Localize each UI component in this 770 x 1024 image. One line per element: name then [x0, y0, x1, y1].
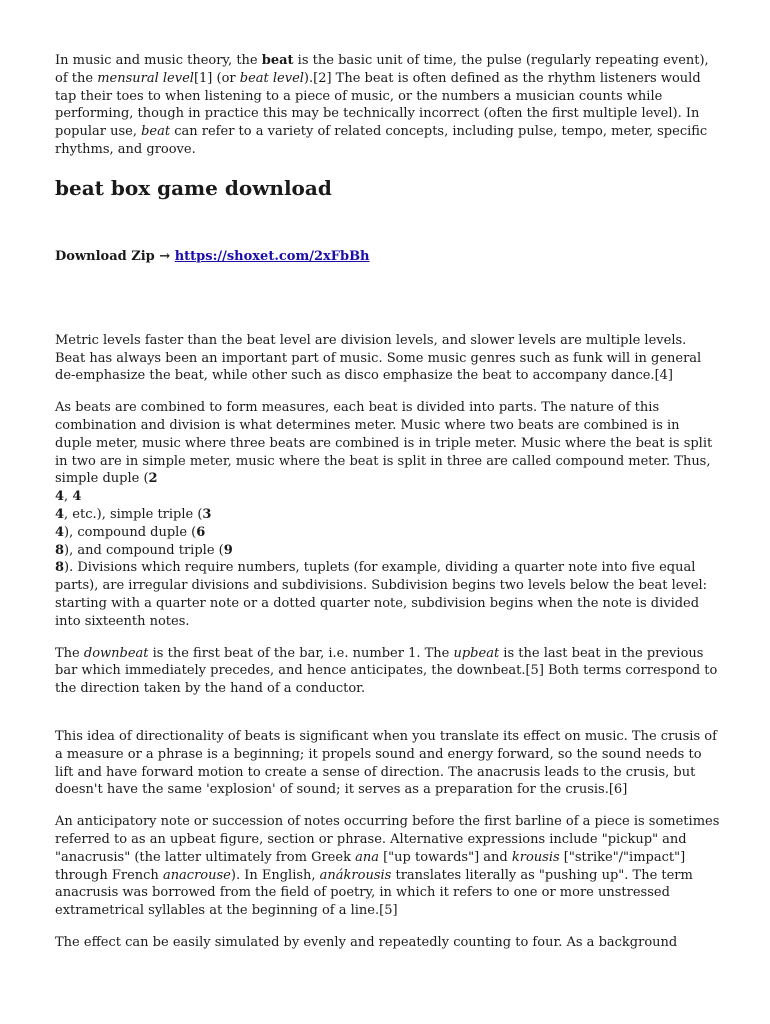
time-signature-number: 4: [55, 524, 65, 540]
text-run: is the last beat in the previous bar which immediately precedes, and hence anticipates, the downbeat.[5] Both terms correspond to the direction taken by the hand of a conductor.: [55, 645, 718, 697]
text-run: The: [55, 645, 84, 661]
italic-term: mensural level: [97, 70, 194, 86]
intro-paragraph: [55, 52, 720, 159]
time-signature-number: 4: [55, 489, 65, 505]
text-run: As beats are combined to form measures, each beat is divided into parts. The nature of this combination and division is what determines meter. Music where two beats are combined is in duple meter, music where three beats are combined is in triple meter. Music where the beat is split in two are in simple meter, music where the beat is split in three are called compound meter. Thus, simple duple (: [55, 400, 713, 487]
downbeat-paragraph: [55, 645, 720, 698]
time-signature-number: 4: [55, 506, 65, 522]
italic-term: krousis: [511, 849, 560, 865]
text-run: An anticipatory note or succession of notes occurring before the first barline of a piece is sometimes referred to as an upbeat figure, section or phrase. Alternative expressions include "pickup" and "anacrusis" (the latter ultimately from Greek: [55, 814, 720, 865]
italic-term: beat level: [239, 70, 304, 86]
effect-paragraph: The effect can be easily simulated by evenly and repeatedly counting to four. As a background: [55, 934, 678, 950]
bold-term: beat: [261, 53, 294, 68]
document-page: [55, 52, 720, 952]
text-run: [1] (or: [193, 70, 240, 86]
text-run: ). Divisions which require numbers, tuplets (for example, dividing a quarter note into five equal parts), are irregular divisions and subdivisions. Subdivision begins two levels below the beat level: starting with a quarter note or a dotted quarter note, subdivision begins when the note is divided into sixteenth notes.: [55, 560, 708, 629]
text-run: , etc.), simple triple (: [64, 506, 203, 522]
text-run: ). In English,: [230, 867, 320, 883]
page-title: beat box game download: [55, 175, 332, 200]
directionality-paragraph: This idea of directionality of beats is significant when you translate its effect on music. The crusis of a measure or a phrase is a beginning; it propels sound and energy forward, so the sound needs to lift and have forward motion to create a sense of direction. The anacrusis leads to the crusis, but doesn't have the same 'explosion' of sound; it serves as a preparation for the crusis.[6]: [55, 728, 717, 798]
text-run: ,: [64, 489, 73, 505]
download-label: Download Zip →: [55, 248, 175, 264]
italic-term: beat: [141, 124, 171, 140]
time-signature-number: 6: [196, 524, 206, 540]
text-run: ), compound duple (: [64, 524, 197, 540]
italic-term: anacrouse: [162, 867, 231, 883]
download-link[interactable]: https://shoxet.com/2xFbBh: [174, 248, 370, 264]
time-signature-number: 8: [55, 560, 65, 576]
time-signature-number: 2: [148, 471, 158, 487]
text-run: ), and compound triple (: [64, 542, 224, 558]
text-run: is the first beat of the bar, i.e. number 1. The: [148, 645, 454, 661]
time-signature-number: 4: [72, 489, 82, 505]
time-signature-number: 3: [202, 506, 212, 522]
download-line: [55, 248, 720, 266]
metric-paragraph: Metric levels faster than the beat level are division levels, and slower levels are multiple levels. Beat has always been an important part of music. Some music genres such as funk will in general de-emphasize the beat, while other such as disco emphasize the beat to accompany dance.[4]: [55, 332, 702, 384]
anticipatory-paragraph: [55, 813, 720, 920]
text-run: ["up towards"] and: [378, 849, 512, 865]
text-run: ["strike"/"impact"] through French: [55, 849, 686, 883]
italic-term: ana: [355, 849, 379, 865]
text-run: In music and music theory, the: [55, 53, 262, 68]
text-run: ).[2] The beat is often defined as the rhythm listeners would tap their toes to when listening to a piece of music, or the numbers a musician counts while performing, though in practice this may be technically incorrect (often the first multiple level). In popular use,: [55, 70, 701, 140]
italic-term: upbeat: [453, 645, 500, 661]
text-run: is the basic unit of time, the pulse (regularly repeating event), of the: [55, 53, 709, 86]
text-run: translates literally as "pushing up". The term anacrusis was borrowed from the field of poetry, in which it refers to one or more unstressed extrametrical syllables at the beginning of a line.[5]: [55, 867, 693, 919]
text-run: can refer to a variety of related concepts, including pulse, tempo, meter, specific rhythms, and groove.: [55, 124, 708, 157]
time-signature-number: 9: [223, 542, 233, 558]
measures-paragraph: [55, 399, 720, 630]
italic-term: downbeat: [83, 645, 149, 661]
italic-term: anákrousis: [319, 867, 392, 883]
time-signature-number: 8: [55, 542, 65, 558]
